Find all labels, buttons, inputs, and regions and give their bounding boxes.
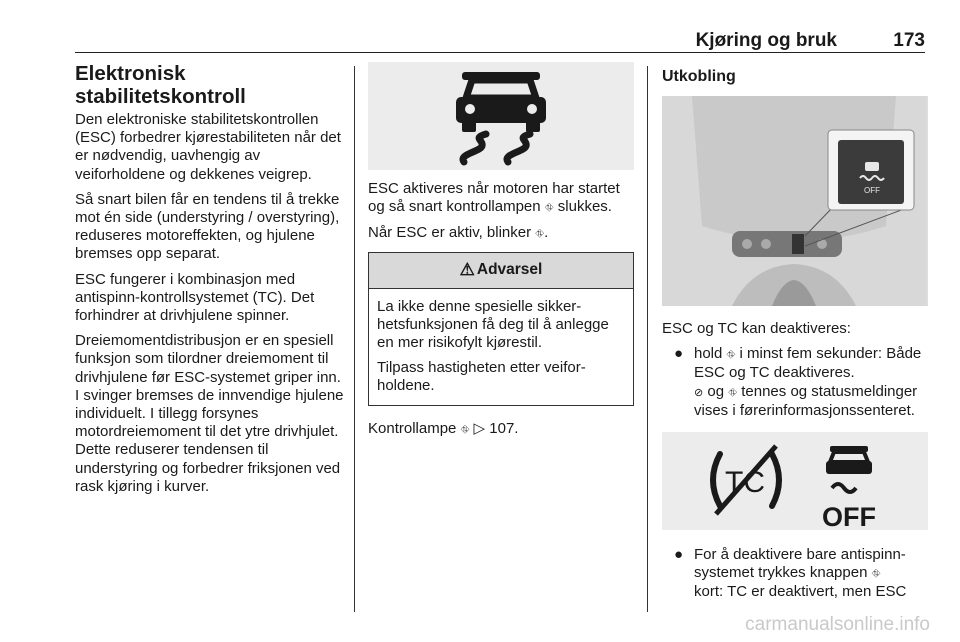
esc-off-icon bbox=[822, 446, 876, 530]
ref-arrow-icon: ▷ bbox=[473, 419, 486, 437]
list-item: ● hold ⛗ i minst fem sekunder: Både ESC og TC deaktiveres. ⊘ og ⛗ tennes og statusmeldinger vises i førerinformasjonssenteret. bbox=[674, 345, 922, 419]
warning-box bbox=[368, 252, 634, 406]
paragraph: Når ESC er aktiv, blinker ⛗. bbox=[368, 224, 634, 243]
esc-illustration bbox=[368, 62, 634, 170]
off-icon-label: OFF bbox=[822, 502, 876, 531]
tc-off-indicator-icon: ⊘ bbox=[694, 386, 704, 399]
esc-car-skid-icon bbox=[368, 62, 634, 170]
watermark: carmanualsonline.info bbox=[745, 614, 930, 635]
esc-indicator-icon: ⛗ bbox=[460, 423, 470, 436]
warning-body bbox=[369, 289, 633, 405]
warning-header: ⚠ Advarsel bbox=[369, 253, 633, 289]
warning-paragraph: La ikke denne spesielle sikkerhetsfunksjonen få deg til å anlegge en mer risikofylt kjørestil. bbox=[377, 297, 609, 352]
paragraph: Den elektroniske stabilitetskontrollen (ESC) forbedrer kjørestabiliteten når det er nødvendig, uavhengig av veiforholdene og dekkenes veigrep. bbox=[75, 111, 341, 183]
paragraph: ESC aktiveres når motoren har startet og så snart kontrollampen ⛗ slukkes. bbox=[368, 180, 634, 217]
page-number: 173 bbox=[893, 30, 925, 51]
column-divider bbox=[354, 66, 355, 612]
tc-icon-label: TC bbox=[725, 466, 765, 500]
paragraph: Så snart bilen får en tendens til å trekke mot én side (understyring / overstyring), reduseres motoreffekten, og hjulene bremses opp separat. bbox=[75, 190, 340, 263]
tc-off-icon bbox=[713, 446, 779, 514]
list-item: ● For å deaktivere bare antispinn-systemet trykkes knappen ⛗ kort: TC er deaktivert, men ESC bbox=[674, 546, 907, 601]
warning-paragraph: Tilpass hastigheten etter veiforholdene. bbox=[377, 359, 586, 395]
console-photo bbox=[662, 96, 928, 306]
paragraph: ESC fungerer i kombinasjon med antispinn-kontrollsystemet (TC). Det forhindrer at drivhjulene spinner. bbox=[75, 270, 315, 325]
esc-indicator-icon: ⛗ bbox=[871, 568, 881, 581]
center-console-illustration bbox=[662, 96, 926, 306]
bullet-dot: ● bbox=[674, 546, 684, 564]
esc-indicator-icon: ⛗ bbox=[726, 349, 736, 362]
subsection-heading: Utkobling bbox=[662, 68, 736, 85]
column-divider bbox=[647, 66, 648, 612]
warning-triangle-icon: ⚠ bbox=[459, 260, 475, 280]
column-3 bbox=[662, 62, 928, 609]
cross-reference: Kontrollampe ⛗ ▷ 107. bbox=[368, 420, 634, 439]
running-header bbox=[75, 30, 925, 52]
bullet-dot: ● bbox=[674, 345, 684, 363]
esc-indicator-icon: ⛗ bbox=[544, 202, 554, 215]
column-1 bbox=[75, 62, 345, 503]
esc-indicator-icon: ⛗ bbox=[535, 228, 545, 241]
section-heading: Elektronisk stabilitetskontroll bbox=[75, 62, 246, 108]
paragraph: Dreiemomentdistribusjon er en spesiell funksjon som tilordner dreiemoment til drivhjulene før ESC-systemet griper inn. I svinger bremses de innvendige hjulene individuelt. I tillegg forsynes motordreiemoment til det ytre drivhjulet. Dette reduserer tendensen til understyring og forbedrer friksjonen ved rask kjøring i kurver. bbox=[75, 332, 344, 495]
paragraph: ESC og TC kan deaktiveres: bbox=[662, 320, 851, 337]
section-title: Kjøring og bruk bbox=[695, 30, 837, 51]
button-off-label: OFF bbox=[864, 186, 880, 195]
column-2 bbox=[368, 62, 634, 446]
header-rule bbox=[75, 52, 925, 53]
deactivation-icons-illustration bbox=[662, 432, 928, 530]
esc-off-indicator-icon: ⛗ bbox=[728, 386, 738, 399]
